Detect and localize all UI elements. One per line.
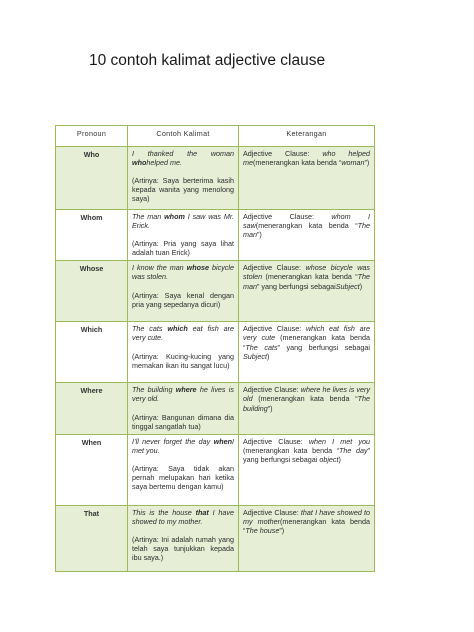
table-row (56, 322, 375, 383)
example-cell: I thanked the woman whohelped me. (Artinya: Saya berterima kasih kepada wanita yang menolong saya) (128, 147, 239, 210)
translation-text: (Artinya: Pria yang saya lihat adalah tuan Erick) (132, 239, 234, 258)
table-row (56, 434, 375, 505)
document-title: 10 contoh kalimat adjective clause (89, 52, 326, 69)
note-cell: Adjective Clause: that I have showed to my mother(menerangkan kata benda “The house”) (239, 505, 375, 571)
example-cell: The man whom I saw was Mr. Erick. (Artinya: Pria yang saya lihat adalah tuan Erick) (128, 210, 239, 261)
pronoun-cell: Whom (56, 210, 128, 261)
pronoun-cell: Whose (56, 261, 128, 322)
translation-text: (Artinya: Saya kenal dengan pria yang sepedanya dicuri) (132, 290, 234, 309)
note-cell: Adjective Clause: where he lives is very old (menerangkan kata benda “The building”) (239, 383, 375, 434)
note-cell: Adjective Clause: when I met you (menerangkan kata benda “The day” yang berfungsi sebagai object) (239, 434, 375, 505)
header-pronoun: Pronoun (56, 126, 128, 147)
translation-text: (Artinya: Saya berterima kasih kepada wanita yang menolong saya) (132, 176, 234, 204)
translation-text: (Artinya: Kucing-kucing yang memakan ikan itu sangat lucu) (132, 351, 234, 370)
table-row (56, 383, 375, 434)
table-row (56, 210, 375, 261)
note-cell: Adjective Clause: which eat fish are very cute (menerangkan kata benda “The cats” yang berfungsi sebagai Subject) (239, 322, 375, 383)
pronoun-cell: Who (56, 147, 128, 210)
header-example: Contoh Kalimat (128, 126, 239, 147)
example-cell: This is the house that I have showed to my mother. (Artinya: Ini adalah rumah yang telah saya tunjukkan kepada ibu saya.) (128, 505, 239, 571)
adjective-clause-table (55, 125, 375, 572)
header-note: Keterangan (239, 126, 375, 147)
translation-text: (Artinya: Bangunan dimana dia tinggal sangatlah tua) (132, 412, 234, 431)
example-cell: The cats which eat fish are very cute. (Artinya: Kucing-kucing yang memakan ikan itu sangat lucu) (128, 322, 239, 383)
note-cell: Adjective Clause: whose bicycle was stolen (menerangkan kata benda “The man” yang berfungsi sebagaiSubject) (239, 261, 375, 322)
table-row (56, 147, 375, 210)
pronoun-cell: When (56, 434, 128, 505)
translation-text: (Artinya: Ini adalah rumah yang telah saya tunjukkan kepada ibu saya.) (132, 534, 234, 563)
pronoun-cell: Where (56, 383, 128, 434)
pronoun-cell: That (56, 505, 128, 571)
table-row (56, 505, 375, 571)
example-cell: The building where he lives is very old. (Artinya: Bangunan dimana dia tinggal sangatlah tua) (128, 383, 239, 434)
translation-text: (Artinya: Saya tidak akan pernah melupakan hari ketika saya bertemu dengan kamu) (132, 463, 234, 492)
table-row (56, 261, 375, 322)
table-header-row (56, 126, 375, 147)
note-cell: Adjective Clause: who helped me(menerangkan kata benda “woman”) (239, 147, 375, 210)
note-cell: Adjective Clause: whom I saw(menerangkan kata benda “The man”) (239, 210, 375, 261)
pronoun-cell: Which (56, 322, 128, 383)
example-cell: I know the man whose bicycle was stolen. (Artinya: Saya kenal dengan pria yang sepedanya dicuri) (128, 261, 239, 322)
example-cell: I’ll never forget the day whenI met you. (Artinya: Saya tidak akan pernah melupakan hari ketika saya bertemu dengan kamu) (128, 434, 239, 505)
